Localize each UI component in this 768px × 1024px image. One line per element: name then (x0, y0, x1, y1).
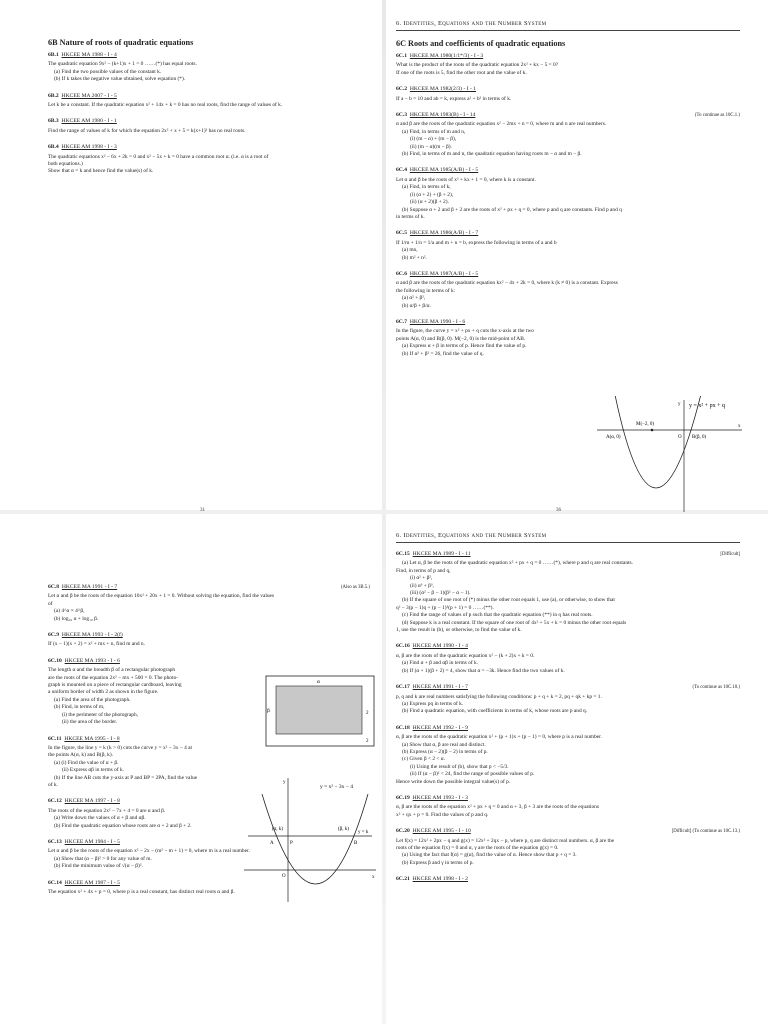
question-source: HKCEE MA 1995 - I - 8 (64, 735, 120, 742)
question-header (396, 167, 740, 174)
question-header (48, 144, 370, 151)
question-line: The quadratic equations x² − 6x + 2k = 0 and x² − 5x + k = 0 have a common root α. (i.e. α is a root of (48, 153, 269, 160)
question-line: (c) Given β < 2 < α. (402, 756, 445, 763)
question-list (396, 551, 740, 884)
question-tag: (Also as 3B.5.) (340, 585, 370, 590)
question-6c-18 (396, 725, 740, 786)
question-line: (ii) (α + 2)(β + 2). (410, 199, 449, 206)
question-line: If (x − 1)(x + 2) = x² + mx + n, find m and n. (48, 641, 145, 648)
question-6b-3 (48, 118, 370, 135)
question-header (48, 658, 258, 665)
question-line: (b) Find the quadratic equation whose roots are α + 2 and β + 2. (54, 822, 192, 829)
question-line: q² − 3(p − 1)q + (p − 1)³(p + 1) = 0 ……(**). (396, 604, 494, 611)
question-source: HKCEE MA 1983(B) - I - 14 (409, 112, 476, 119)
question-line: (a) Show that (α − β)² > 0 for any value of m. (54, 855, 152, 862)
question-line: Show that α = k and hence find the value(s) of k. (48, 168, 154, 175)
question-line: (ii) α³ + β³, (410, 582, 434, 589)
question-line: The length α and the breadth β of a rectangular photograph (48, 667, 176, 674)
question-id: 6C.13 (48, 838, 62, 845)
question-id: 6C.18 (396, 724, 410, 731)
beta-label: β (267, 708, 270, 714)
question-line: (d) Suppose k is a real constant. If the square of one root of 4x² + 5x + k = 0 minus the other root equals (402, 619, 627, 626)
question-source: HKCEE AM 1995 - I - 10 (412, 828, 471, 835)
question-header (396, 643, 740, 650)
parabola-curve (614, 396, 702, 488)
question-line: (b) Find a quadratic equation, with coefficients in terms of k, whose roots are p and q. (402, 708, 588, 715)
question-tag: [Difficult] (To continue as 10C.13.) (671, 829, 740, 835)
question-header (396, 230, 740, 237)
question-6c-6 (396, 271, 740, 310)
question-id: 6B.2 (48, 92, 59, 99)
o-label: O (678, 435, 682, 440)
question-header (396, 876, 740, 883)
b-label: B (354, 841, 358, 846)
question-line: (a) (i) Find the value of α + β. (54, 759, 119, 766)
question-tag: (To continue as 10C.1.) (694, 113, 740, 119)
question-line: (ii) the area of the border. (62, 719, 118, 726)
question-line: (i) Using the result of (b), show that p < −5/3. (410, 763, 509, 770)
question-line: (b) Find, in terms of m, (54, 704, 105, 711)
question-6c-10 (48, 658, 258, 727)
question-line: graph is mounted on a piece of rectangular cardboard, leaving (48, 682, 182, 689)
question-id: 6C.9 (48, 632, 60, 639)
question-line: (a) Using the fact that f(α) = g(α), find the value of α. Hence show that p + q = 3. (402, 852, 577, 859)
question-6c-7 (396, 319, 596, 358)
b-label: B(β, 0) (692, 435, 707, 440)
question-line: In the figure, the line y = k (k > 0) cuts the curve y = x² − 3x − 4 at (48, 744, 193, 751)
question-header (396, 112, 740, 119)
question-6c-15 (396, 551, 740, 634)
question-line: (b) m² + n². (402, 254, 427, 261)
question-header (396, 551, 740, 558)
question-line: If 1/m + 1/n = 1/a and m + n = b, express the following in terms of a and b (396, 239, 557, 246)
question-line: a uniform border of width 2 as shown in the figure. (48, 689, 159, 696)
question-header (396, 271, 740, 278)
question-line: If one of the roots is 5, find the other root and the value of k. (396, 69, 527, 76)
question-list (396, 53, 740, 358)
question-id: 6C.6 (396, 270, 408, 277)
y-label: y (678, 402, 681, 407)
question-header (48, 632, 370, 639)
question-line: Let α and β be the roots of the equation x² − 2x − (m² − m + 1) = 0, where m is a real number. (48, 848, 250, 855)
border-bottom: 2 (366, 739, 369, 744)
o-label: O (282, 874, 286, 879)
question-6c-1 (396, 53, 740, 77)
m-label: M(−2, 0) (636, 422, 655, 427)
question-line: (ii) (m − α)(m − β). (410, 143, 452, 150)
question-id: 6C.7 (396, 318, 408, 325)
question-id: 6C.8 (48, 584, 60, 590)
question-line: (b) Suppose α + 2 and β + 2 are the roots of x² + px + q = 0, where p and q are constants. Find p and q (402, 206, 622, 213)
question-line: (a) Express pq in terms of k. (402, 700, 464, 707)
question-6b-1 (48, 52, 370, 84)
page-lower-right (384, 512, 768, 1024)
question-line: Find the range of values of k for which the equation 2x² + x + 5 = k(x+1)² has no real roots. (48, 127, 246, 134)
question-line: of k. (48, 781, 58, 788)
curve-label: y = x² + px + q (689, 403, 725, 409)
question-line: (b) If (α + 1)(β + 2) = 4, show that α = −3k. Hence find the two values of k. (402, 667, 565, 674)
question-6c-2 (396, 86, 740, 103)
question-6c-16 (396, 643, 740, 675)
question-line: (a) Write down the values of α + β and αβ. (54, 815, 146, 822)
question-line: If a − b = 10 and ab = k, express a² + b² in terms of k. (396, 95, 512, 102)
question-line: Find, in terms of p and q, (396, 567, 451, 574)
question-source: HKCEE MA 1991 - I - 7 (61, 584, 118, 590)
question-line: (a) mn, (402, 247, 418, 254)
question-line: (iii) (α² − β − 1)(β² − α − 1). (410, 590, 471, 597)
page-lower-left (0, 512, 384, 1024)
question-6c-9 (48, 632, 370, 649)
question-tag: [Difficult] (720, 552, 740, 557)
question-line: 1, use the result in (b), or otherwise, to find the value of k. (396, 627, 522, 634)
question-line: in terms of k. (396, 213, 425, 220)
question-source: HKCEE MA 1993 - I - 6 (64, 657, 120, 664)
question-line: Let k be a constant. If the quadratic equation x² + 14x + k = 0 has no real roots, find the range of values of k. (48, 102, 283, 109)
question-line: p, q and k are real numbers satisfying the following conditions: p + q + k = 2, pq + qk + kp = 1. (396, 693, 602, 700)
question-line: In the figure, the curve y = x² + px + q cuts the x-axis at the two (396, 328, 534, 335)
a-label: A (270, 841, 274, 846)
page-31 (0, 0, 384, 512)
question-source: HKCEE MA 1986(A/B) - I - 7 (409, 230, 479, 237)
question-6c-21 (396, 876, 740, 883)
question-source: HKCEE AM 1980 - I - 1 (61, 118, 117, 125)
question-line: both equations.) (48, 161, 83, 168)
section-title-6b: 6B Nature of roots of quadratic equations (48, 38, 194, 47)
question-header (48, 93, 370, 100)
parabola-figure-6c11 (240, 774, 380, 904)
question-id: 6C.20 (396, 828, 410, 835)
question-line: (b) α/β + β/α. (402, 302, 431, 309)
question-line: (a) Show that α, β are real and distinct. (402, 741, 486, 748)
question-line: Hence write down the possible integral value(s) of p. (396, 778, 511, 785)
question-source: HKCEE MA 1982(2/3) - I - 1 (409, 86, 477, 93)
question-line: (ii) Express αβ in terms of k. (62, 767, 125, 774)
question-6c-8 (48, 584, 370, 623)
question-line: are the roots of the equation 2x² − mx + 500 = 0. The photo- (48, 674, 178, 681)
photograph (276, 686, 362, 734)
question-tag: (To continue as 10C.10.) (692, 685, 740, 691)
question-source: HKCEE MA 1980(1/1*/3) - I - 3 (409, 53, 484, 59)
question-source: HKCEE MA 1985(A/B) - I - 5 (409, 167, 479, 174)
question-header (396, 684, 740, 691)
x-label: x (372, 875, 375, 880)
question-line: α and β are the roots of the quadratic equation kx² − 4x + 2k = 0, where k (k ≠ 0) is a constant. Express (396, 280, 618, 287)
x-label: x (738, 424, 741, 429)
question-header (48, 584, 370, 591)
question-6c-3 (396, 112, 740, 158)
question-source: HKCEE MA 1997 - I - 8 (64, 798, 120, 805)
running-header: 6. Identities, Equations and the Number System (396, 532, 740, 543)
question-6c-19 (396, 795, 740, 819)
question-line: α, β are the roots of the equation x² + px + q = 0 and α + 3, β + 3 are the roots of the equations (396, 804, 599, 811)
question-line: (i) the perimeter of the photograph, (62, 711, 139, 718)
question-source: HKCEE AM 1991 - I - 7 (412, 684, 468, 691)
question-source: HKCEE AM 1990 - I - 4 (412, 643, 468, 650)
page-number: 36 (556, 508, 561, 512)
question-line: Let α and β be the roots of the equation 10x² + 20x + 1 = 0. Without solving the equation, find the values (48, 593, 275, 600)
question-line: (c) Find the range of values of p such that the quadratic equation (**) in q has real roots. (402, 612, 593, 619)
question-6c-11 (48, 736, 258, 790)
question-source: HKCEE AM 1992 - I - 9 (412, 724, 468, 731)
question-line: (a) 4^α × 4^β, (54, 608, 85, 615)
question-id: 6C.19 (396, 794, 410, 801)
question-line: (b) If the square of one root of (*) minus the other root equals 1, use (a), or otherwise, to show that (402, 597, 615, 604)
question-header (396, 828, 740, 835)
question-line: (ii) If (α − β)² < 24, find the range of possible values of p. (410, 771, 535, 778)
question-line: Let α and β be the roots of x² + kx + 1 = 0, where k is a constant. (396, 176, 536, 183)
page-number: 31 (200, 508, 205, 512)
question-6b-2 (48, 93, 370, 110)
question-line: (b) If α² + β² = 26, find the value of q. (402, 350, 484, 357)
question-source: HKCEE MA 1990 - I - 6 (409, 318, 466, 325)
question-line: (b) log₁₀ α + log₁₀ β. (54, 615, 99, 622)
y-label: y (283, 780, 286, 785)
question-line: (b) Find, in terms of m and n, the quadratic equation having roots m − α and m − β. (402, 151, 582, 158)
question-id: 6C.15 (396, 551, 410, 557)
parabola-figure-6c7 (592, 396, 752, 512)
question-source: HKCEE AM 1993 - I - 3 (412, 794, 468, 801)
question-line: (b) Find the minimum value of √(α − β)². (54, 863, 143, 870)
question-line: (a) Let α, β be the roots of the quadratic equation x² + px + q = 0 ……(*), where p and q are real constants. (402, 560, 633, 567)
question-id: 6C.4 (396, 167, 408, 174)
question-line: What is the product of the roots of the quadratic equation 2x² + kx − 5 = 0? (396, 62, 559, 69)
midpoint-m (651, 429, 654, 432)
question-header (396, 725, 740, 732)
question-id: 6C.11 (48, 735, 62, 742)
question-line: (a) α² + β², (402, 295, 426, 302)
question-line: x² + qx + p = 0. Find the values of p and q. (396, 811, 489, 818)
question-source: HKCEE MA 2007 - I - 5 (61, 92, 117, 99)
question-6c-20 (396, 828, 740, 867)
border-right: 2 (366, 711, 369, 716)
question-6c-5 (396, 230, 740, 262)
question-6b-4 (48, 144, 370, 176)
question-source: HKCEE MA 1987(A/B) - I - 5 (409, 270, 479, 277)
question-id: 6C.12 (48, 798, 62, 805)
question-source: HKCEE MA 1989 - I - 11 (412, 551, 471, 557)
question-id: 6C.14 (48, 879, 62, 886)
photograph-figure-6c10 (262, 674, 382, 752)
question-id: 6C.3 (396, 112, 408, 119)
question-line: (a) Find, in terms of m and n, (402, 128, 466, 135)
question-line: of (48, 600, 53, 607)
question-line: (a) Find the two possible values of the constant k. (54, 68, 162, 75)
parabola-curve (262, 794, 368, 884)
question-header (396, 795, 740, 802)
question-id: 6B.3 (48, 118, 59, 125)
question-line: (i) α² + β², (410, 575, 433, 582)
question-source: HKCEE AM 1998 - I - 2 (412, 876, 468, 883)
question-line: roots of the equation f(x) = 0 and α, γ are the roots of the equation g(x) = 0. (396, 845, 559, 851)
section-title-6c: 6C Roots and coefficients of quadratic equations (396, 39, 566, 48)
question-line: (b) If k takes the negative value obtained, solve equation (*). (54, 76, 186, 83)
question-line: (i) (m − α) + (m − β), (410, 136, 457, 143)
question-id: 6B.4 (48, 144, 59, 151)
question-line: points A(α, 0) and B(β, 0). M(−2, 0) is the mid-point of AB. (396, 335, 526, 342)
question-header (48, 52, 370, 59)
question-line: (i) (α + 2) + (β + 2), (410, 191, 454, 198)
bk-label: (β, k) (338, 827, 349, 832)
page-36 (384, 0, 768, 512)
question-id: 6C.16 (396, 643, 410, 650)
question-line: α, β are the roots of the quadratic equation x² + (p + 1)x + (p − 1) = 0, where p is a real number. (396, 734, 602, 741)
question-line: (a) Find α + β and αβ in terms of k. (402, 660, 479, 667)
ak-label: (α, k) (272, 827, 283, 832)
question-source: HKCEE MA 1993 - I - 2(f) (61, 632, 123, 639)
question-line: The quadratic equation 9x² − (k+1)x + 1 = 0 ……(*) has equal roots. (48, 61, 197, 68)
question-list (48, 52, 370, 176)
question-id: 6B.1 (48, 52, 59, 58)
question-source: HKCEE AM 1998 - I - 3 (61, 144, 117, 151)
question-line: α and β are the roots of the quadratic equation x² − 2mx + n = 0, where m and n are real numbers. (396, 121, 607, 128)
line-label: y = k (358, 830, 369, 835)
question-line: (a) Express α + β in terms of p. Hence find the value of p. (402, 343, 527, 350)
a-label: A(α, 0) (606, 435, 621, 440)
question-6c-17 (396, 684, 740, 716)
question-header (48, 118, 370, 125)
question-line: (b) Express (α − 2)(β − 2) in terms of p. (402, 748, 488, 755)
question-header (396, 319, 596, 326)
curve-label: y = x² − 3x − 4 (320, 784, 353, 790)
question-line: the points A(α, k) and B(β, k). (48, 752, 114, 759)
question-line: The roots of the equation 2x² − 7x + 4 = 0 are α and β. (48, 807, 166, 814)
question-6c-4 (396, 167, 740, 221)
question-header (48, 736, 258, 743)
question-line: (b) Express β and γ in terms of p. (402, 859, 474, 866)
question-source: HKCEE AM 1984 - I - 5 (64, 838, 120, 845)
question-id: 6C.10 (48, 657, 62, 664)
question-id: 6C.1 (396, 53, 408, 59)
alpha-label: α (317, 679, 320, 685)
p-label: P (290, 841, 293, 846)
question-id: 6C.5 (396, 230, 408, 237)
question-line: The equation x² + 4x + p = 0, where p is a real constant, has distinct real roots α and β. (48, 889, 235, 895)
question-line: α, β are the roots of the quadratic equation x² − (k + 2)x + k = 0. (396, 652, 535, 659)
question-id: 6C.17 (396, 684, 410, 691)
question-id: 6C.21 (396, 876, 410, 883)
question-line: (a) Find, in terms of k, (402, 184, 451, 191)
question-header (396, 86, 740, 93)
question-header (396, 53, 740, 60)
question-line: (a) Find the area of the photograph. (54, 696, 131, 703)
question-line: the following in terms of k: (396, 287, 456, 294)
question-line: (b) If the line AB cuts the y-axis at P and BP = 2PA, find the value (54, 774, 198, 781)
question-source: HKCEE MA 1988 - I - 4 (61, 52, 117, 58)
question-source: HKCEE AM 1987 - I - 5 (64, 879, 120, 886)
question-id: 6C.2 (396, 86, 408, 93)
question-line: Let f(x) = 12x² + 2px − q and g(x) = 12x² + 2qx − p, where p, q are distinct real numbers. α, β are the (396, 837, 615, 844)
running-header: 6. Identities, Equations and the Number System (396, 20, 740, 31)
